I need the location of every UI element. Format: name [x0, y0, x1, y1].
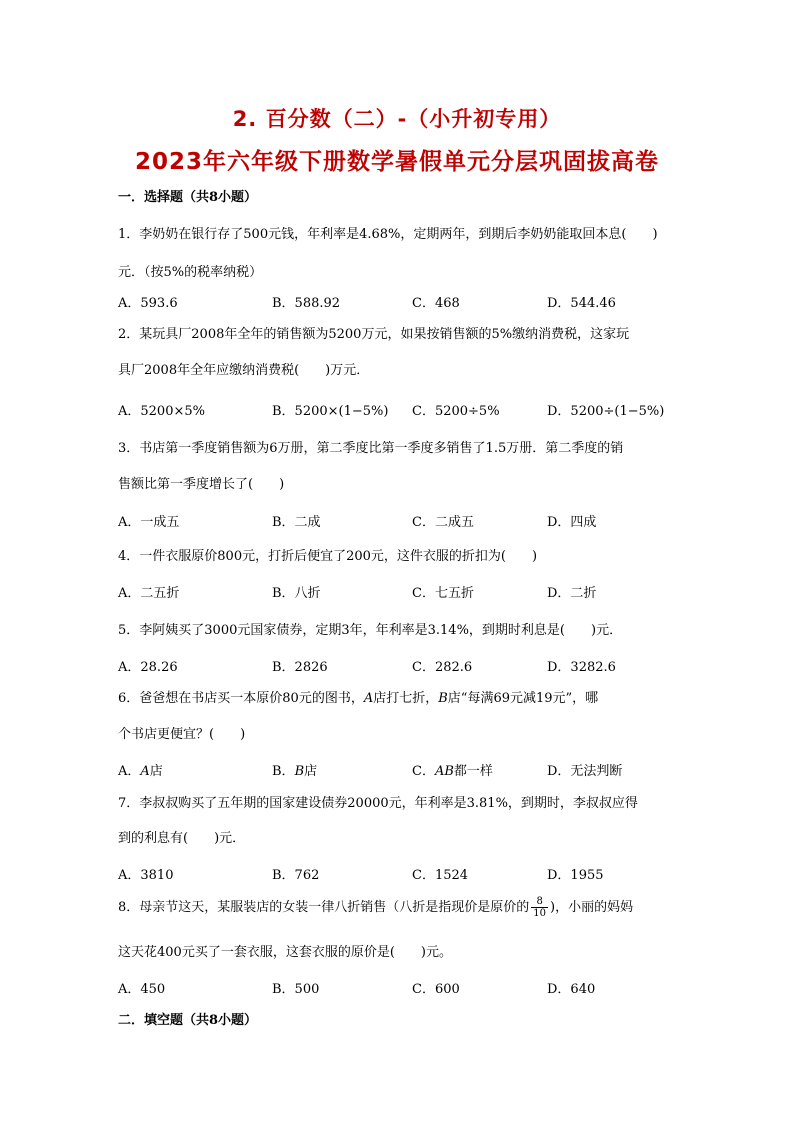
option-b: B．二成	[272, 515, 321, 530]
question-1-line-1: 1．李奶奶在银行存了500元钱，年利率是4.68%，定期两年，到期后李奶奶能取回本息( )	[118, 227, 658, 242]
option-b: B．八折	[272, 586, 321, 601]
option-c: C．AB都一样	[412, 764, 493, 779]
section-heading-choice: 一．选择题（共8小题）	[118, 190, 258, 205]
option-d: D．544.46	[547, 296, 616, 311]
question-2-line-2: 具厂2008年全年应缴纳消费税( )万元．	[118, 363, 370, 378]
fraction	[531, 896, 548, 919]
option-d: D．1955	[547, 868, 604, 883]
option-a: A．450	[118, 982, 166, 997]
question-6-line-1	[118, 687, 598, 706]
section-heading-fill-blank: 二．填空题（共8小题）	[118, 1013, 258, 1028]
option-a: A．593.6	[118, 296, 178, 311]
question-6-text-a: 6．爸爸想在书店买一本原价80元的图书，	[118, 691, 364, 706]
fraction-denominator: 10	[533, 908, 547, 919]
title-line-1: 2. 百分数（二）-（小升初专用）	[232, 107, 562, 131]
option-b: B．762	[272, 868, 320, 883]
question-6-line-2: 个书店更便宜？( )	[118, 727, 246, 742]
option-d: D．640	[547, 982, 596, 997]
option-a: A．A店	[118, 764, 163, 779]
question-3-line-1: 3．书店第一季度销售额为6万册，第二季度比第一季度多销售了1.5万册．第二季度的销	[118, 441, 624, 456]
option-b: B．5200×(1−5%)	[272, 404, 389, 419]
fraction-numerator: 8	[531, 896, 548, 908]
option-c: C．1524	[412, 868, 469, 883]
option-a: A．28.26	[118, 660, 178, 675]
option-c: C．468	[412, 296, 460, 311]
option-d: D．3282.6	[547, 660, 616, 675]
question-7-line-1: 7．李叔叔购买了五年期的国家建设债券20000元，年利率是3.81%，到期时，李叔叔应得	[118, 796, 638, 811]
question-6-text-c: 店“每满69元减19元”，哪	[447, 691, 599, 706]
option-c: C．282.6	[412, 660, 473, 675]
option-c: C．二成五	[412, 515, 474, 530]
option-c: C．600	[412, 982, 460, 997]
option-b: B．2826	[272, 660, 328, 675]
option-b: B．588.92	[272, 296, 341, 311]
option-d: D．5200÷(1−5%)	[547, 404, 665, 419]
store-b-var: B	[438, 691, 448, 706]
question-5-line-1: 5．李阿姨买了3000元国家债券，定期3年，年利率是3.14%，到期时利息是( )元．	[118, 623, 623, 638]
option-b: B．B店	[272, 764, 318, 779]
question-8-text-a: 8．母亲节这天，某服装店的女装一律八折销售（八折是指现价是原价的	[118, 900, 530, 915]
option-d: D．无法判断	[547, 764, 623, 779]
question-8-line-2: 这天花400元买了一套衣服，这套衣服的原价是( )元。	[118, 945, 452, 960]
question-8-line-1	[118, 896, 633, 919]
question-4-line-1: 4．一件衣服原价800元，打折后便宜了200元，这件衣服的折扣为( )	[118, 549, 538, 564]
option-d: D．二折	[547, 586, 597, 601]
option-c: C．七五折	[412, 586, 474, 601]
title-line-2: 2023年六年级下册数学暑假单元分层巩固拔高卷	[134, 149, 659, 175]
option-a: A．3810	[118, 868, 174, 883]
option-b: B．500	[272, 982, 320, 997]
question-3-line-2: 售额比第一季度增长了( )	[118, 477, 285, 492]
question-7-line-2: 到的利息有( )元．	[118, 831, 246, 846]
option-c: C．5200÷5%	[412, 404, 500, 419]
option-a: A．一成五	[118, 515, 180, 530]
option-a: A．二五折	[118, 586, 180, 601]
store-a-var: A	[363, 691, 374, 706]
option-a: A．5200×5%	[118, 404, 205, 419]
option-d: D．四成	[547, 515, 597, 530]
question-8-text-b: )，小丽的妈妈	[550, 900, 634, 915]
question-2-line-1: 2．某玩具厂2008年全年的销售额为5200万元，如果按销售额的5%缴纳消费税，这家玩	[118, 327, 630, 342]
question-6-text-b: 店打七折，	[373, 691, 439, 706]
question-1-line-2: 元．（按5%的税率纳税）	[118, 265, 263, 280]
